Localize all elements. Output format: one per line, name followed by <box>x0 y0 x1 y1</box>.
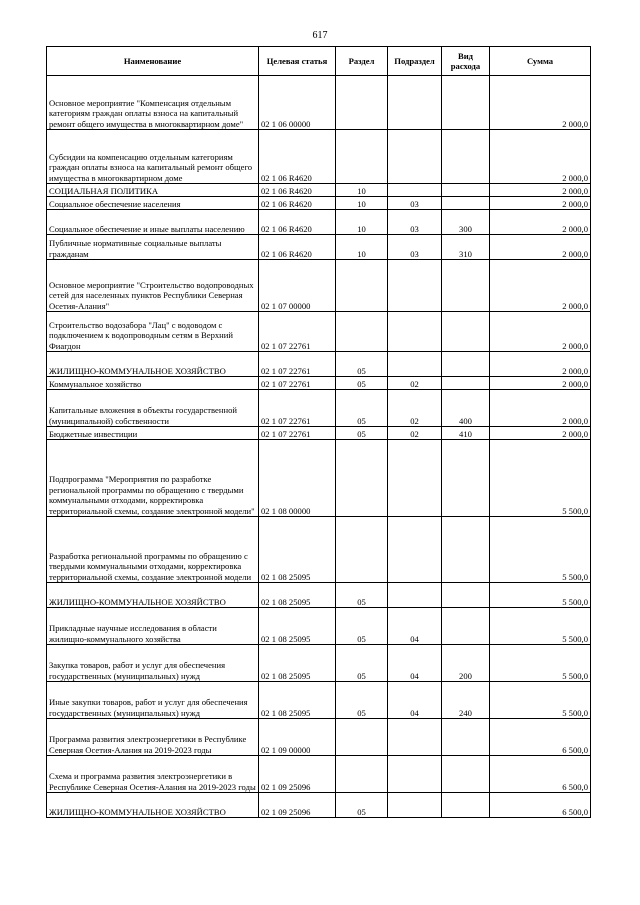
header-row <box>47 47 591 76</box>
row-section: 05 <box>336 583 388 608</box>
row-sum: 6 500,0 <box>490 756 591 793</box>
row-section: 05 <box>336 377 388 390</box>
row-sum: 2 000,0 <box>490 427 591 440</box>
table-row <box>47 390 591 427</box>
row-target-article: 02 1 09 25096 <box>259 793 336 818</box>
row-sum: 2 000,0 <box>490 130 591 184</box>
table-header <box>47 47 591 76</box>
row-expense-kind: 400 <box>442 390 490 427</box>
header-section: Раздел <box>336 47 388 76</box>
table-row <box>47 427 591 440</box>
row-expense-kind <box>442 719 490 756</box>
table-row <box>47 130 591 184</box>
row-sum: 5 500,0 <box>490 440 591 517</box>
table-row <box>47 645 591 682</box>
row-name: Схема и программа развития электроэнергетики в Республике Северная Осетия-Алания на 2019-2023 годы <box>47 756 259 793</box>
row-sum: 6 500,0 <box>490 719 591 756</box>
row-target-article: 02 1 08 25095 <box>259 517 336 583</box>
row-subsection: 04 <box>388 682 442 719</box>
row-sum: 5 500,0 <box>490 645 591 682</box>
row-name: Основное мероприятие "Компенсация отдельным категориям граждан оплаты взноса на капитальный ремонт общего имущества в многоквартирном доме" <box>47 76 259 130</box>
row-subsection: 03 <box>388 235 442 260</box>
table-row <box>47 76 591 130</box>
row-expense-kind: 410 <box>442 427 490 440</box>
row-target-article: 02 1 07 22761 <box>259 352 336 377</box>
row-sum: 5 500,0 <box>490 517 591 583</box>
row-target-article: 02 1 07 22761 <box>259 427 336 440</box>
row-subsection: 04 <box>388 608 442 645</box>
row-section <box>336 130 388 184</box>
header-subsection: Подраздел <box>388 47 442 76</box>
row-name: ЖИЛИЩНО-КОММУНАЛЬНОЕ ХОЗЯЙСТВО <box>47 352 259 377</box>
row-subsection: 02 <box>388 390 442 427</box>
row-name: Программа развития электроэнергетики в Республике Северная Осетия-Алания на 2019-2023 годы <box>47 719 259 756</box>
row-expense-kind <box>442 377 490 390</box>
row-target-article: 02 1 07 00000 <box>259 260 336 312</box>
row-subsection <box>388 312 442 352</box>
row-sum: 2 000,0 <box>490 197 591 210</box>
row-expense-kind <box>442 756 490 793</box>
row-expense-kind <box>442 260 490 312</box>
table-row <box>47 608 591 645</box>
row-section: 05 <box>336 682 388 719</box>
row-subsection <box>388 76 442 130</box>
header-sum: Сумма <box>490 47 591 76</box>
row-name: Строительство водозабора "Лац" с водоводом с подключением к водопроводным сетям в Верхний Фиагдон <box>47 312 259 352</box>
row-target-article: 02 1 06 R4620 <box>259 235 336 260</box>
row-sum: 2 000,0 <box>490 312 591 352</box>
row-name: ЖИЛИЩНО-КОММУНАЛЬНОЕ ХОЗЯЙСТВО <box>47 583 259 608</box>
row-section <box>336 76 388 130</box>
table-row <box>47 682 591 719</box>
table-row <box>47 793 591 818</box>
row-expense-kind <box>442 583 490 608</box>
row-target-article: 02 1 07 22761 <box>259 312 336 352</box>
row-target-article: 02 1 06 R4620 <box>259 210 336 235</box>
row-name: СОЦИАЛЬНАЯ ПОЛИТИКА <box>47 184 259 197</box>
table-row <box>47 312 591 352</box>
row-subsection: 03 <box>388 210 442 235</box>
row-subsection <box>388 440 442 517</box>
table-row <box>47 210 591 235</box>
row-name: Разработка региональной программы по обращению с твердыми коммунальными отходами, корректировка территориальной схемы, создание электронной модели <box>47 517 259 583</box>
row-subsection: 04 <box>388 645 442 682</box>
table-row <box>47 197 591 210</box>
row-target-article: 02 1 07 22761 <box>259 390 336 427</box>
row-sum: 5 500,0 <box>490 682 591 719</box>
table-row <box>47 719 591 756</box>
row-expense-kind <box>442 793 490 818</box>
row-subsection <box>388 719 442 756</box>
table-row <box>47 756 591 793</box>
row-section <box>336 260 388 312</box>
table-row <box>47 517 591 583</box>
row-section: 10 <box>336 197 388 210</box>
row-subsection <box>388 352 442 377</box>
row-section: 05 <box>336 608 388 645</box>
row-section: 10 <box>336 184 388 197</box>
row-subsection <box>388 517 442 583</box>
row-subsection <box>388 130 442 184</box>
row-expense-kind <box>442 197 490 210</box>
row-subsection <box>388 583 442 608</box>
row-section: 05 <box>336 645 388 682</box>
row-subsection <box>388 793 442 818</box>
row-target-article: 02 1 08 00000 <box>259 440 336 517</box>
row-section: 10 <box>336 210 388 235</box>
row-expense-kind: 310 <box>442 235 490 260</box>
row-expense-kind <box>442 312 490 352</box>
row-subsection: 02 <box>388 427 442 440</box>
row-subsection: 02 <box>388 377 442 390</box>
row-expense-kind <box>442 130 490 184</box>
row-expense-kind <box>442 608 490 645</box>
table-row <box>47 260 591 312</box>
row-expense-kind: 240 <box>442 682 490 719</box>
row-section <box>336 517 388 583</box>
row-name: Закупка товаров, работ и услуг для обеспечения государственных (муниципальных) нужд <box>47 645 259 682</box>
header-expense-kind: Вид расхода <box>442 47 490 76</box>
row-section <box>336 719 388 756</box>
row-sum: 2 000,0 <box>490 184 591 197</box>
row-expense-kind: 300 <box>442 210 490 235</box>
row-target-article: 02 1 08 25095 <box>259 682 336 719</box>
row-name: Бюджетные инвестиции <box>47 427 259 440</box>
row-expense-kind: 200 <box>442 645 490 682</box>
row-expense-kind <box>442 352 490 377</box>
row-sum: 2 000,0 <box>490 260 591 312</box>
row-name: Иные закупки товаров, работ и услуг для обеспечения государственных (муниципальных) нужд <box>47 682 259 719</box>
row-target-article: 02 1 06 00000 <box>259 76 336 130</box>
row-target-article: 02 1 08 25095 <box>259 583 336 608</box>
page-number: 617 <box>312 30 328 41</box>
row-target-article: 02 1 06 R4620 <box>259 184 336 197</box>
budget-table <box>46 46 591 818</box>
row-sum: 2 000,0 <box>490 210 591 235</box>
row-name: Подпрограмма "Мероприятия по разработке региональной программы по обращению с твердыми коммунальными отходами, корректировка территориальной схемы, создание электронной модели" <box>47 440 259 517</box>
row-subsection <box>388 756 442 793</box>
row-sum: 5 500,0 <box>490 583 591 608</box>
row-name: Основное мероприятие "Строительство водопроводных сетей для населенных пунктов Республики Северная Осетия-Алания" <box>47 260 259 312</box>
row-section: 05 <box>336 793 388 818</box>
row-section <box>336 312 388 352</box>
row-target-article: 02 1 06 R4620 <box>259 197 336 210</box>
row-section: 05 <box>336 427 388 440</box>
table-row <box>47 583 591 608</box>
row-name: Прикладные научные исследования в области жилищно-коммунального хозяйства <box>47 608 259 645</box>
row-expense-kind <box>442 76 490 130</box>
table-row <box>47 440 591 517</box>
header-name: Наименование <box>47 47 259 76</box>
row-name: Социальное обеспечение населения <box>47 197 259 210</box>
row-sum: 6 500,0 <box>490 793 591 818</box>
table-row <box>47 352 591 377</box>
row-target-article: 02 1 06 R4620 <box>259 130 336 184</box>
row-expense-kind <box>442 517 490 583</box>
header-target-article: Целевая статья <box>259 47 336 76</box>
row-name: ЖИЛИЩНО-КОММУНАЛЬНОЕ ХОЗЯЙСТВО <box>47 793 259 818</box>
row-target-article: 02 1 09 00000 <box>259 719 336 756</box>
row-subsection <box>388 184 442 197</box>
row-sum: 2 000,0 <box>490 76 591 130</box>
row-target-article: 02 1 08 25095 <box>259 608 336 645</box>
table-row <box>47 235 591 260</box>
row-section <box>336 440 388 517</box>
row-section <box>336 756 388 793</box>
row-sum: 2 000,0 <box>490 377 591 390</box>
row-name: Социальное обеспечение и иные выплаты населению <box>47 210 259 235</box>
row-name: Публичные нормативные социальные выплаты гражданам <box>47 235 259 260</box>
table-row <box>47 184 591 197</box>
row-sum: 2 000,0 <box>490 235 591 260</box>
row-name: Коммунальное хозяйство <box>47 377 259 390</box>
row-expense-kind <box>442 440 490 517</box>
row-name: Капитальные вложения в объекты государственной (муниципальной) собственности <box>47 390 259 427</box>
row-subsection <box>388 260 442 312</box>
row-target-article: 02 1 07 22761 <box>259 377 336 390</box>
row-section: 05 <box>336 390 388 427</box>
row-sum: 2 000,0 <box>490 352 591 377</box>
row-sum: 5 500,0 <box>490 608 591 645</box>
table-row <box>47 377 591 390</box>
table-body <box>47 76 591 818</box>
row-target-article: 02 1 09 25096 <box>259 756 336 793</box>
row-subsection: 03 <box>388 197 442 210</box>
row-sum: 2 000,0 <box>490 390 591 427</box>
row-section: 05 <box>336 352 388 377</box>
row-target-article: 02 1 08 25095 <box>259 645 336 682</box>
row-section: 10 <box>336 235 388 260</box>
row-name: Субсидии на компенсацию отдельным категориям граждан оплаты взноса на капитальный ремонт общего имущества в многоквартирном доме <box>47 130 259 184</box>
row-expense-kind <box>442 184 490 197</box>
